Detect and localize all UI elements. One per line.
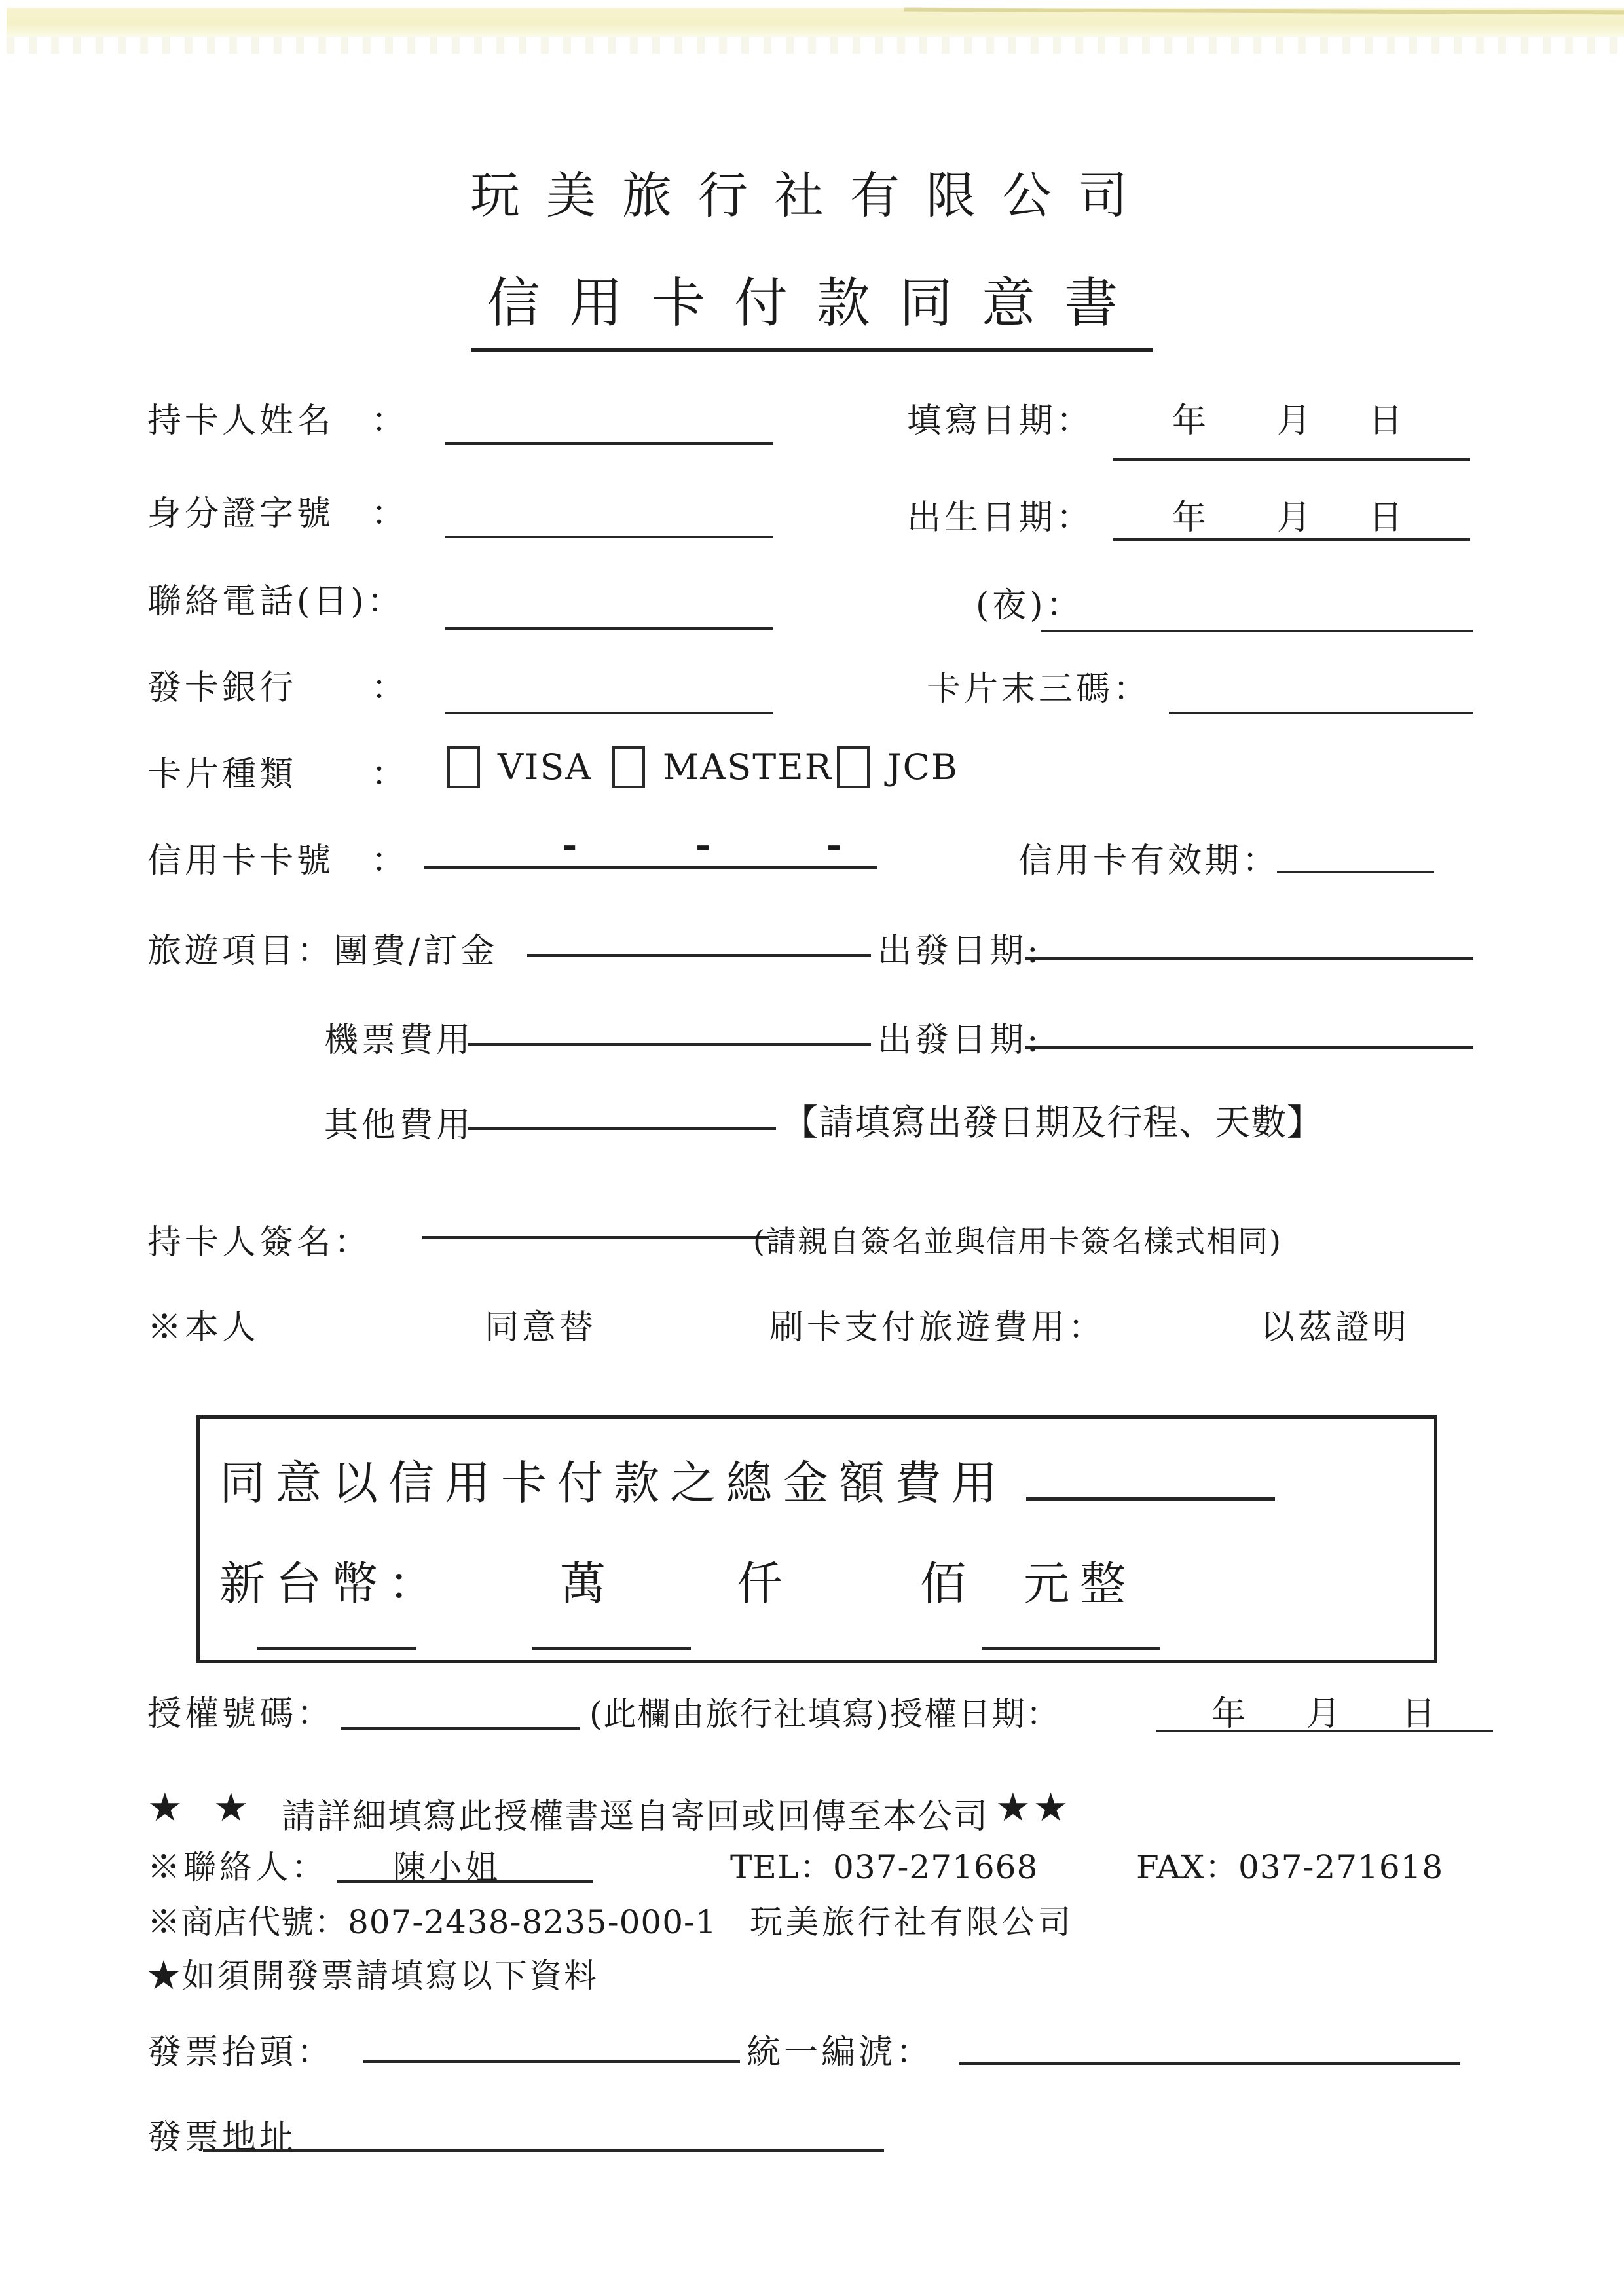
bai-label: 佰	[920, 1557, 976, 1611]
declaration-part2: 同意替	[485, 1308, 597, 1347]
scan-artifact-texture	[7, 37, 1624, 54]
card-number-label: 信用卡卡號 ：	[147, 841, 409, 881]
card-number-blank[interactable]	[424, 866, 877, 869]
tour-fee-blank[interactable]	[527, 954, 871, 957]
fill-date-label: 填寫日期：	[907, 401, 1094, 441]
master-checkbox[interactable]	[612, 746, 645, 788]
company-title: 玩美旅行社有限公司	[470, 166, 1154, 225]
declaration-part1: ※本人	[147, 1308, 260, 1347]
travel-item-label: 旅遊項目：團費/訂金	[147, 932, 498, 971]
depart-date-blank-2[interactable]	[1025, 1046, 1473, 1049]
fill-date-day-label: 日	[1369, 401, 1407, 441]
auth-year-label: 年	[1211, 1694, 1249, 1734]
auth-date-blank[interactable]	[1156, 1730, 1493, 1732]
stars-left-icon: ★ ★	[147, 1785, 258, 1831]
declaration-part4: 以茲證明	[1261, 1308, 1411, 1347]
signature-note: (請親自簽名並與信用卡簽名樣式相同)	[753, 1224, 1282, 1259]
wan-digit-blank[interactable]	[257, 1647, 416, 1650]
auth-note: (此欄由旅行社填寫)授權日期：	[589, 1695, 1061, 1733]
auth-month-label: 月	[1306, 1694, 1344, 1734]
air-ticket-label: 機票費用	[324, 1021, 474, 1060]
cardholder-name-blank[interactable]	[445, 442, 773, 445]
card-number-dash-2: -	[695, 824, 711, 867]
tax-id-blank[interactable]	[959, 2062, 1460, 2065]
visa-label: VISA	[498, 746, 593, 788]
fill-date-month-label: 月	[1277, 401, 1315, 441]
invoice-title-blank[interactable]	[363, 2060, 740, 2063]
qian-label: 仟	[737, 1557, 793, 1611]
other-fee-blank[interactable]	[468, 1127, 776, 1130]
currency-label: 新台幣：	[219, 1557, 445, 1611]
depart-date-label-1: 出發日期:	[877, 932, 1042, 971]
tax-id-label: 統一編淲：	[747, 2033, 934, 2072]
contact-name-blank[interactable]	[337, 1880, 593, 1883]
card-number-dash-1: -	[562, 824, 578, 867]
total-amount-box	[196, 1415, 1437, 1663]
bai-digit-blank[interactable]	[982, 1647, 1160, 1650]
amount-agreement-text: 同意以信用卡付款之總金額費用	[219, 1456, 1008, 1510]
qian-digit-blank[interactable]	[532, 1647, 691, 1650]
invoice-note: ★如須開發票請填寫以下資料	[147, 1957, 599, 1995]
contact-name: 陳小姐	[393, 1848, 501, 1886]
phone-day-label: 聯絡電話(日)：	[147, 582, 405, 621]
issuing-bank-label: 發卡銀行 ：	[147, 668, 409, 708]
id-number-label: 身分證字號 ：	[147, 494, 409, 534]
auth-code-label: 授權號碼：	[147, 1694, 335, 1734]
card-type-label: 卡片種類 ：	[147, 755, 409, 794]
birth-month-label: 月	[1277, 498, 1315, 538]
signature-blank[interactable]	[422, 1236, 769, 1239]
return-notice: 請詳細填寫此授權書逕自寄回或回傳至本公司	[282, 1797, 989, 1836]
birth-day-label: 日	[1369, 498, 1407, 538]
signature-label: 持卡人簽名：	[147, 1223, 372, 1262]
company-name-footer: 玩美旅行社有限公司	[750, 1903, 1074, 1941]
phone-night-blank[interactable]	[1041, 630, 1473, 632]
master-label: MASTER	[663, 746, 833, 788]
invoice-title-label: 發票抬頭：	[147, 2033, 335, 2072]
stars-right-icon: ★★	[995, 1785, 1071, 1831]
invoice-address-blank[interactable]	[203, 2149, 884, 2152]
visa-checkbox[interactable]	[447, 746, 480, 788]
depart-date-label-2: 出發日期:	[877, 1021, 1042, 1060]
fill-date-blank[interactable]	[1113, 458, 1470, 461]
birth-date-blank[interactable]	[1113, 538, 1470, 541]
card-expiry-blank[interactable]	[1277, 871, 1434, 873]
auth-code-blank[interactable]	[341, 1727, 580, 1730]
tel-value: TEL：037-271668	[730, 1848, 1039, 1886]
id-number-blank[interactable]	[445, 536, 773, 538]
yuan-label: 元整	[1024, 1557, 1136, 1611]
air-ticket-blank[interactable]	[468, 1043, 871, 1046]
auth-day-label: 日	[1401, 1694, 1439, 1734]
jcb-checkbox[interactable]	[837, 746, 870, 788]
phone-night-label: (夜)：	[976, 586, 1084, 625]
travel-note: 【請填寫出發日期及行程、天數】	[783, 1102, 1323, 1143]
fill-date-year-label: 年	[1172, 401, 1210, 441]
total-amount-blank[interactable]	[1026, 1497, 1275, 1501]
birth-year-label: 年	[1172, 498, 1210, 538]
form-title: 信用卡付款同意書	[471, 261, 1153, 352]
card-last3-label: 卡片末三碼：	[927, 670, 1151, 709]
cardholder-name-label: 持卡人姓名 ：	[147, 401, 409, 441]
declaration-part3: 刷卡支付旅遊費用：	[769, 1308, 1106, 1347]
jcb-label: JCB	[887, 746, 959, 788]
wan-label: 萬	[560, 1557, 616, 1611]
card-last3-blank[interactable]	[1169, 712, 1473, 714]
card-expiry-label: 信用卡有效期：	[1018, 841, 1280, 881]
other-fee-label: 其他費用	[324, 1106, 474, 1145]
merchant-code: ※商店代號：807-2438-8235-000-1	[147, 1903, 717, 1941]
issuing-bank-blank[interactable]	[445, 712, 773, 714]
contact-label: ※聯絡人：	[147, 1848, 327, 1886]
birth-date-label: 出生日期：	[907, 498, 1094, 538]
card-number-dash-3: -	[826, 824, 842, 867]
fax-value: FAX：037-271618	[1136, 1848, 1444, 1886]
depart-date-blank-1[interactable]	[1025, 957, 1473, 960]
phone-day-blank[interactable]	[445, 627, 773, 630]
invoice-address-label: 發票地址	[147, 2118, 297, 2157]
